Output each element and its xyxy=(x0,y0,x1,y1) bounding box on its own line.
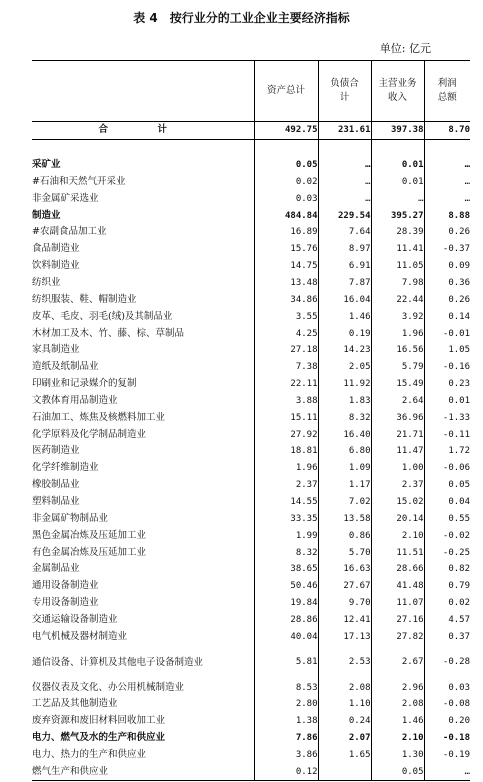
industry-name: 通信设备、计算机及其他电子设备制造业 xyxy=(32,645,254,679)
liabilities-value: 7.02 xyxy=(318,494,371,511)
spacer-row xyxy=(32,139,470,156)
industry-name: 医药制造业 xyxy=(32,443,254,460)
industry-name: 制造业 xyxy=(32,207,254,224)
industry-name: 文教体育用品制造业 xyxy=(32,393,254,410)
assets-value: 1.99 xyxy=(254,527,318,544)
table-row xyxy=(32,510,470,527)
industry-name: 塑料制品业 xyxy=(32,494,254,511)
liabilities-value: 9.70 xyxy=(318,595,371,612)
table-row xyxy=(32,527,470,544)
liabilities-value: 7.87 xyxy=(318,275,371,292)
liabilities-value: 8.32 xyxy=(318,409,371,426)
industry-name: 有色金属冶炼及压延加工业 xyxy=(32,544,254,561)
profit-value: 8.88 xyxy=(424,207,470,224)
liabilities-value: 1.65 xyxy=(318,747,371,764)
table-row xyxy=(32,190,470,207)
liabilities-value: 27.67 xyxy=(318,578,371,595)
table-row xyxy=(32,291,470,308)
industry-name: 废弃资源和废旧材料回收加工业 xyxy=(32,713,254,730)
industry-name: 仪器仪表及文化、办公用机械制造业 xyxy=(32,679,254,696)
industry-name: 造纸及纸制品业 xyxy=(32,359,254,376)
revenue-value: 22.44 xyxy=(371,291,424,308)
revenue-value: 11.05 xyxy=(371,258,424,275)
profit-value: … xyxy=(424,174,470,191)
table-row xyxy=(32,275,470,292)
revenue-value: 20.14 xyxy=(371,510,424,527)
revenue-value: 7.98 xyxy=(371,275,424,292)
revenue-value: 1.96 xyxy=(371,325,424,342)
industry-name: 食品制造业 xyxy=(32,241,254,258)
table-row xyxy=(32,713,470,730)
assets-value: 18.81 xyxy=(254,443,318,460)
assets-value: 27.92 xyxy=(254,426,318,443)
total-assets: 492.75 xyxy=(254,122,318,140)
profit-value: 0.01 xyxy=(424,393,470,410)
liabilities-value: 1.17 xyxy=(318,477,371,494)
table-row xyxy=(32,224,470,241)
liabilities-value: 12.41 xyxy=(318,611,371,628)
profit-value: 0.02 xyxy=(424,595,470,612)
assets-value: 50.46 xyxy=(254,578,318,595)
total-revenue: 397.38 xyxy=(371,122,424,140)
industry-name: 纺织业 xyxy=(32,275,254,292)
total-row xyxy=(32,122,470,140)
industry-name: 石油加工、炼焦及核燃料加工业 xyxy=(32,409,254,426)
profit-value: 0.09 xyxy=(424,258,470,275)
profit-value: -0.01 xyxy=(424,325,470,342)
profit-value: 0.82 xyxy=(424,561,470,578)
header-revenue: 主营业务收入 xyxy=(371,61,424,122)
profit-value: … xyxy=(424,763,470,780)
profit-value: 0.03 xyxy=(424,679,470,696)
profit-value: -0.19 xyxy=(424,747,470,764)
revenue-value: 2.67 xyxy=(371,645,424,679)
industry-name: 印刷业和记录媒介的复制 xyxy=(32,376,254,393)
liabilities-value: 16.40 xyxy=(318,426,371,443)
assets-value: 8.32 xyxy=(254,544,318,561)
revenue-value: 28.66 xyxy=(371,561,424,578)
table-row xyxy=(32,544,470,561)
assets-value: 16.89 xyxy=(254,224,318,241)
assets-value: 7.38 xyxy=(254,359,318,376)
table-row xyxy=(32,747,470,764)
revenue-value: 27.82 xyxy=(371,628,424,645)
revenue-value: 1.00 xyxy=(371,460,424,477)
industry-name: 木材加工及木、竹、藤、棕、草制品 xyxy=(32,325,254,342)
header-row xyxy=(32,61,470,122)
assets-value: 1.96 xyxy=(254,460,318,477)
assets-value: 2.80 xyxy=(254,696,318,713)
industry-name: 非金属矿采选业 xyxy=(32,190,254,207)
industry-name: 燃气生产和供应业 xyxy=(32,763,254,780)
revenue-value: 0.01 xyxy=(371,174,424,191)
liabilities-value: 7.64 xyxy=(318,224,371,241)
profit-value: 1.05 xyxy=(424,342,470,359)
industry-name: #石油和天然气开采业 xyxy=(32,174,254,191)
industry-name: 化学纤维制造业 xyxy=(32,460,254,477)
assets-value: 2.37 xyxy=(254,477,318,494)
liabilities-value: 13.58 xyxy=(318,510,371,527)
assets-value: 40.04 xyxy=(254,628,318,645)
assets-value: 15.76 xyxy=(254,241,318,258)
revenue-value: 2.64 xyxy=(371,393,424,410)
table-row xyxy=(32,376,470,393)
revenue-value: 0.05 xyxy=(371,763,424,780)
table-row xyxy=(32,393,470,410)
profit-value: 0.14 xyxy=(424,308,470,325)
unit-label: 单位: 亿元 xyxy=(379,42,431,55)
assets-value: 19.84 xyxy=(254,595,318,612)
liabilities-value: 2.05 xyxy=(318,359,371,376)
assets-value: 14.75 xyxy=(254,258,318,275)
industry-name: 饮料制造业 xyxy=(32,258,254,275)
profit-value: … xyxy=(424,157,470,174)
liabilities-value: 229.54 xyxy=(318,207,371,224)
assets-value: 28.86 xyxy=(254,611,318,628)
revenue-value: 11.41 xyxy=(371,241,424,258)
liabilities-value: 0.19 xyxy=(318,325,371,342)
table-row xyxy=(32,258,470,275)
liabilities-value: 14.23 xyxy=(318,342,371,359)
profit-value: -0.18 xyxy=(424,730,470,747)
revenue-value: 41.48 xyxy=(371,578,424,595)
profit-value: 1.72 xyxy=(424,443,470,460)
indicator-table xyxy=(32,60,470,781)
profit-value: 0.37 xyxy=(424,628,470,645)
liabilities-value: 11.92 xyxy=(318,376,371,393)
industry-name: #农副食品加工业 xyxy=(32,224,254,241)
table-row xyxy=(32,494,470,511)
profit-value: -0.08 xyxy=(424,696,470,713)
table-row xyxy=(32,561,470,578)
revenue-value: 395.27 xyxy=(371,207,424,224)
revenue-value: 27.16 xyxy=(371,611,424,628)
assets-value: 3.88 xyxy=(254,393,318,410)
revenue-value: 3.92 xyxy=(371,308,424,325)
table-row xyxy=(32,241,470,258)
liabilities-value: 16.63 xyxy=(318,561,371,578)
table-row xyxy=(32,174,470,191)
revenue-value: 11.07 xyxy=(371,595,424,612)
profit-value: -0.37 xyxy=(424,241,470,258)
revenue-value: 1.30 xyxy=(371,747,424,764)
header-liabilities: 负债合计 xyxy=(318,61,371,122)
table-row xyxy=(32,342,470,359)
liabilities-value: … xyxy=(318,190,371,207)
liabilities-value: 1.09 xyxy=(318,460,371,477)
assets-value: 3.86 xyxy=(254,747,318,764)
profit-value: -0.11 xyxy=(424,426,470,443)
profit-value: 0.23 xyxy=(424,376,470,393)
total-profit: 8.70 xyxy=(424,122,470,140)
assets-value: 7.86 xyxy=(254,730,318,747)
assets-value: 0.03 xyxy=(254,190,318,207)
table-row xyxy=(32,359,470,376)
profit-value: 0.04 xyxy=(424,494,470,511)
revenue-value: 11.47 xyxy=(371,443,424,460)
profit-value: 0.36 xyxy=(424,275,470,292)
profit-value: -1.33 xyxy=(424,409,470,426)
liabilities-value: 1.83 xyxy=(318,393,371,410)
table-row xyxy=(32,730,470,747)
industry-name: 家具制造业 xyxy=(32,342,254,359)
assets-value: 1.38 xyxy=(254,713,318,730)
assets-value: 27.18 xyxy=(254,342,318,359)
industry-name: 橡胶制品业 xyxy=(32,477,254,494)
revenue-value: 2.10 xyxy=(371,730,424,747)
table-row xyxy=(32,443,470,460)
total-label: 合 计 xyxy=(32,122,254,140)
assets-value: 38.65 xyxy=(254,561,318,578)
revenue-value: 15.49 xyxy=(371,376,424,393)
profit-value: -0.02 xyxy=(424,527,470,544)
assets-value: 3.55 xyxy=(254,308,318,325)
profit-value: … xyxy=(424,190,470,207)
industry-name: 皮革、毛皮、羽毛(绒)及其制品业 xyxy=(32,308,254,325)
profit-value: -0.06 xyxy=(424,460,470,477)
revenue-value: 21.71 xyxy=(371,426,424,443)
industry-name: 电力、热力的生产和供应业 xyxy=(32,747,254,764)
table-row xyxy=(32,578,470,595)
profit-value: 0.26 xyxy=(424,224,470,241)
liabilities-value: 1.10 xyxy=(318,696,371,713)
table-row xyxy=(32,308,470,325)
revenue-value: 2.96 xyxy=(371,679,424,696)
industry-name: 专用设备制造业 xyxy=(32,595,254,612)
table-row xyxy=(32,409,470,426)
table-row xyxy=(32,157,470,174)
liabilities-value: 2.08 xyxy=(318,679,371,696)
liabilities-value xyxy=(318,763,371,780)
profit-value: 0.26 xyxy=(424,291,470,308)
profit-value: 4.57 xyxy=(424,611,470,628)
liabilities-value: 6.91 xyxy=(318,258,371,275)
table-row xyxy=(32,207,470,224)
industry-name: 纺织服装、鞋、帽制造业 xyxy=(32,291,254,308)
profit-value: -0.25 xyxy=(424,544,470,561)
industry-name: 化学原料及化学制品制造业 xyxy=(32,426,254,443)
liabilities-value: 1.46 xyxy=(318,308,371,325)
revenue-value: 2.10 xyxy=(371,527,424,544)
table-row xyxy=(32,325,470,342)
industry-name: 通用设备制造业 xyxy=(32,578,254,595)
assets-value: 5.81 xyxy=(254,645,318,679)
revenue-value: 2.37 xyxy=(371,477,424,494)
industry-name: 电气机械及器材制造业 xyxy=(32,628,254,645)
profit-value: 0.55 xyxy=(424,510,470,527)
profit-value: -0.16 xyxy=(424,359,470,376)
header-assets: 资产总计 xyxy=(254,61,318,122)
table-row xyxy=(32,645,470,679)
revenue-value: 36.96 xyxy=(371,409,424,426)
revenue-value: … xyxy=(371,190,424,207)
assets-value: 34.86 xyxy=(254,291,318,308)
assets-value: 0.05 xyxy=(254,157,318,174)
table-row xyxy=(32,679,470,696)
revenue-value: 28.39 xyxy=(371,224,424,241)
liabilities-value: 2.07 xyxy=(318,730,371,747)
assets-value: 14.55 xyxy=(254,494,318,511)
revenue-value: 16.56 xyxy=(371,342,424,359)
industry-name: 黑色金属冶炼及压延加工业 xyxy=(32,527,254,544)
profit-value: 0.05 xyxy=(424,477,470,494)
revenue-value: 1.46 xyxy=(371,713,424,730)
table-row xyxy=(32,611,470,628)
liabilities-value: 6.80 xyxy=(318,443,371,460)
industry-name: 电力、燃气及水的生产和供应业 xyxy=(32,730,254,747)
assets-value: 33.35 xyxy=(254,510,318,527)
industry-name: 交通运输设备制造业 xyxy=(32,611,254,628)
revenue-value: 11.51 xyxy=(371,544,424,561)
revenue-value: 15.02 xyxy=(371,494,424,511)
liabilities-value: 17.13 xyxy=(318,628,371,645)
assets-value: 0.02 xyxy=(254,174,318,191)
table-row xyxy=(32,477,470,494)
liabilities-value: 0.24 xyxy=(318,713,371,730)
liabilities-value: 2.53 xyxy=(318,645,371,679)
liabilities-value: 16.04 xyxy=(318,291,371,308)
assets-value: 4.25 xyxy=(254,325,318,342)
table-row xyxy=(32,628,470,645)
profit-value: 0.20 xyxy=(424,713,470,730)
liabilities-value: 8.97 xyxy=(318,241,371,258)
table-row xyxy=(32,595,470,612)
table-row xyxy=(32,696,470,713)
assets-value: 484.84 xyxy=(254,207,318,224)
industry-name: 工艺品及其他制造业 xyxy=(32,696,254,713)
assets-value: 13.48 xyxy=(254,275,318,292)
industry-name: 非金属矿物制品业 xyxy=(32,510,254,527)
assets-value: 0.12 xyxy=(254,763,318,780)
liabilities-value: … xyxy=(318,174,371,191)
liabilities-value: 5.70 xyxy=(318,544,371,561)
industry-name: 采矿业 xyxy=(32,157,254,174)
liabilities-value: 0.86 xyxy=(318,527,371,544)
table-title: 表 4 按行业分的工业企业主要经济指标 xyxy=(133,11,350,25)
liabilities-value: … xyxy=(318,157,371,174)
header-profit: 利润总额 xyxy=(424,61,470,122)
table-row xyxy=(32,763,470,780)
profit-value: -0.28 xyxy=(424,645,470,679)
profit-value: 0.79 xyxy=(424,578,470,595)
table-row xyxy=(32,460,470,477)
revenue-value: 5.79 xyxy=(371,359,424,376)
total-liabilities: 231.61 xyxy=(318,122,371,140)
revenue-value: 0.01 xyxy=(371,157,424,174)
assets-value: 15.11 xyxy=(254,409,318,426)
table-row xyxy=(32,426,470,443)
assets-value: 8.53 xyxy=(254,679,318,696)
assets-value: 22.11 xyxy=(254,376,318,393)
revenue-value: 2.08 xyxy=(371,696,424,713)
industry-name: 金属制品业 xyxy=(32,561,254,578)
header-industry xyxy=(32,61,254,122)
